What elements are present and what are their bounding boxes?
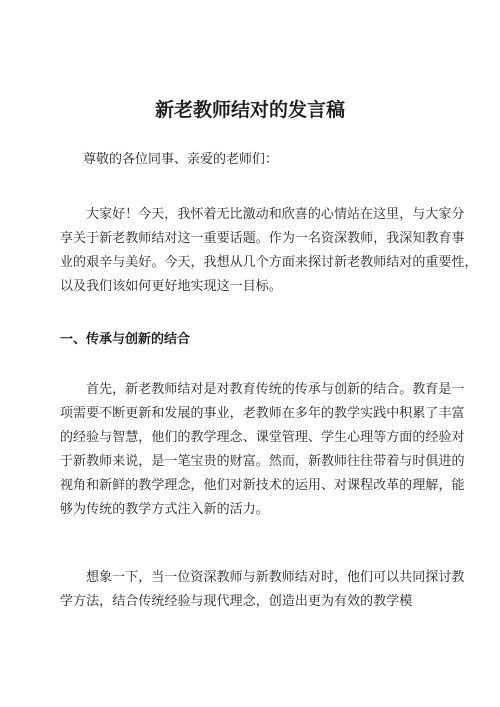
paragraph-line: 首先，新老教师结对是对教育传统的传承与创新的结合。教育是一 — [86, 382, 465, 397]
paragraph-line: 项需要不断更新和发展的事业，老教师在多年的教学实践中积累了丰富 — [60, 406, 465, 421]
paragraph-line: 于新教师来说，是一笔宝贵的财富。然而，新教师往往带着与时俱进的 — [60, 454, 465, 469]
paragraph-opening — [60, 203, 478, 299]
greeting: 尊敬的各位同事、亲爱的老师们： — [83, 152, 279, 167]
paragraph-line: 业的艰辛与美好。今天，我想从几个方面来探讨新老教师结对的重要性， — [60, 255, 478, 270]
paragraph-line: 以及我们该如何更好地实现这一目标。 — [60, 279, 282, 294]
paragraph-line: 够为传统的教学方式注入新的活力。 — [60, 502, 269, 517]
paragraph-line: 享关于新老教师结对这一重要话题。作为一名资深教师，我深知教育事 — [60, 231, 465, 246]
paragraph-inheritance — [60, 378, 465, 522]
paragraph-line: 大家好！今天，我怀着无比激动和欣喜的心情站在这里，与大家分 — [86, 207, 465, 222]
paragraph-line: 视角和新鲜的教学理念，他们对新技术的运用、对课程改革的理解，能 — [60, 478, 465, 493]
paragraph-imagine — [60, 566, 465, 614]
section-heading: 一、传承与创新的结合 — [60, 332, 191, 347]
paragraph-line: 学方法，结合传统经验与现代理念，创造出更为有效的教学模 — [60, 594, 413, 609]
paragraph-line: 的经验与智慧，他们的教学理念、课堂管理、学生心理等方面的经验对 — [60, 430, 465, 445]
document-title: 新老教师结对的发言稿 — [154, 99, 345, 121]
paragraph-line: 想象一下，当一位资深教师与新教师结对时，他们可以共同探讨教 — [86, 570, 465, 585]
